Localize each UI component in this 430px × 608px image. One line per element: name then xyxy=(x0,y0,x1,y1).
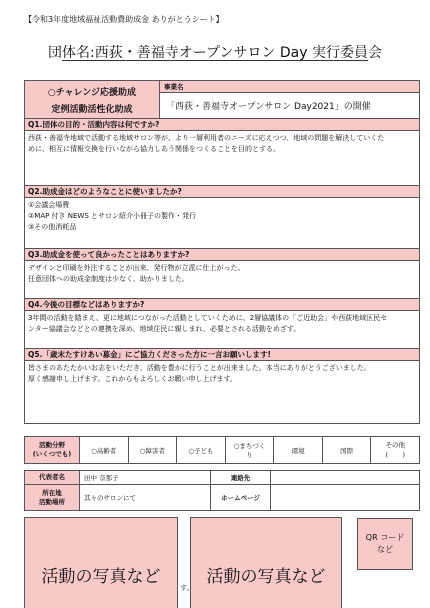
q3-heading: Q3.助成金を使って良かったことはありますか? xyxy=(25,249,419,261)
info-row-location xyxy=(25,485,419,510)
project-cell xyxy=(160,81,419,118)
project-name: 「西荻・善福寺オープンサロン Day2021」の開催 xyxy=(166,102,371,112)
grant-type-box xyxy=(25,81,160,118)
category-other-value: ( ) xyxy=(385,451,406,459)
category-environment: 環境 xyxy=(274,437,323,463)
grant-type-challenge: ○チャレンジ応援助成 xyxy=(47,87,137,98)
q1-answer-line: めに、相互に情報交換を行いながら協力しあう関係をつくることを目的とする。 xyxy=(28,145,280,153)
homepage-label: ホームページ xyxy=(211,485,271,510)
location-label xyxy=(25,485,80,510)
q3-answer-line: デザインと印刷を外注することが出来、発行物が立派に仕上がった。 xyxy=(28,264,245,272)
q2-answer-line: ③その他消耗品 xyxy=(28,223,77,231)
q5-answer xyxy=(25,361,419,423)
representative-label: 代表者名 xyxy=(25,471,80,484)
homepage-value xyxy=(271,485,419,510)
qr-code-note: など xyxy=(377,545,393,554)
category-international: 国際 xyxy=(323,437,372,463)
q4-answer-line: ンター協議会などとの連携を深め、地域住民に親しまれ、必要とされる活動をめざす。 xyxy=(28,325,301,333)
q2-answer-line: ②MAP 付き NEWS とサロン紹介小冊子の製作・発行 xyxy=(28,212,197,220)
q2-answer xyxy=(25,198,419,249)
group-info-table xyxy=(24,470,420,511)
qr-code-label: QR コード xyxy=(365,533,405,542)
sheet-header-label: 【令和3年度地域福祉活動費助成金 ありがとうシート】 xyxy=(24,15,224,24)
q1-answer xyxy=(25,131,419,186)
group-name-title: 団体名:西荻・善福寺オープンサロン Day 実行委員会 xyxy=(47,45,382,61)
category-heading-note: (いくつでも) xyxy=(32,450,72,458)
category-heading xyxy=(25,437,80,463)
contact-value xyxy=(271,471,419,484)
q1-heading: Q1.団体の目的・活動内容は何ですか? xyxy=(25,119,419,131)
category-children: ○子ども xyxy=(177,437,226,463)
category-community: ○まちづく り xyxy=(226,437,275,463)
q2-answer-line: ①会議会場費 xyxy=(28,201,70,209)
q5-answer-line: 厚く感謝申し上げます。これからもよろしくお願い申し上げます。 xyxy=(28,375,237,383)
activity-category-table xyxy=(24,436,420,464)
q5-heading: Q5.「歳末たすけあい募金」にご協力くださった方に一言お願いします! xyxy=(25,349,419,361)
info-row-representative xyxy=(25,471,419,485)
representative-value: 田中 奈那子 xyxy=(80,471,211,484)
category-disability: ○障害者 xyxy=(129,437,178,463)
q3-answer-line: 任意団体への助成金制度は少なく、助かりました。 xyxy=(28,275,189,283)
location-label-line1: 所在地 xyxy=(42,488,62,497)
q1-answer-line: 西荻・善福寺地域で活動する地域サロン等が、より一層利用者のニーズに応えつつ、地域の問題を解決していくた xyxy=(28,134,385,142)
contact-label: 連絡先 xyxy=(211,471,271,484)
category-elderly: ○高齢者 xyxy=(80,437,129,463)
photo-separator-text: す, xyxy=(180,584,190,592)
category-heading-label: 活動分野 xyxy=(39,441,65,449)
q4-answer-line: 3年間の活動を踏まえ、更に地域につながった活動としていくために、2層協議体の「ご近助会」や西荻地域区民セ xyxy=(28,314,388,322)
location-label-line2: 活動場所 xyxy=(39,497,65,506)
project-label: 事業名 xyxy=(160,81,419,93)
category-other-label: その他 xyxy=(385,441,405,449)
q5-answer-line: 皆さまのあたたかいお志をいただき、活動を豊かに行うことが出来ました。本当にありがとうございました。 xyxy=(28,364,371,372)
q4-heading: Q4.今後の目標などはありますか? xyxy=(25,299,419,311)
location-value: 其々のサロンにて xyxy=(80,485,211,510)
main-form-frame xyxy=(24,80,420,424)
qr-code-placeholder xyxy=(357,518,413,570)
category-other xyxy=(371,437,419,463)
title-underline xyxy=(62,60,368,61)
activity-photo-placeholder-2: 活動の写真など xyxy=(190,517,342,608)
q2-heading: Q2.助成金はどのようなことに使いましたか? xyxy=(25,186,419,198)
grant-type-regular: 定例活動活性化助成 xyxy=(51,104,133,115)
q4-answer xyxy=(25,311,419,349)
activity-photo-placeholder-1: 活動の写真など xyxy=(24,517,178,608)
grant-project-row xyxy=(25,81,419,119)
q3-answer xyxy=(25,261,419,299)
